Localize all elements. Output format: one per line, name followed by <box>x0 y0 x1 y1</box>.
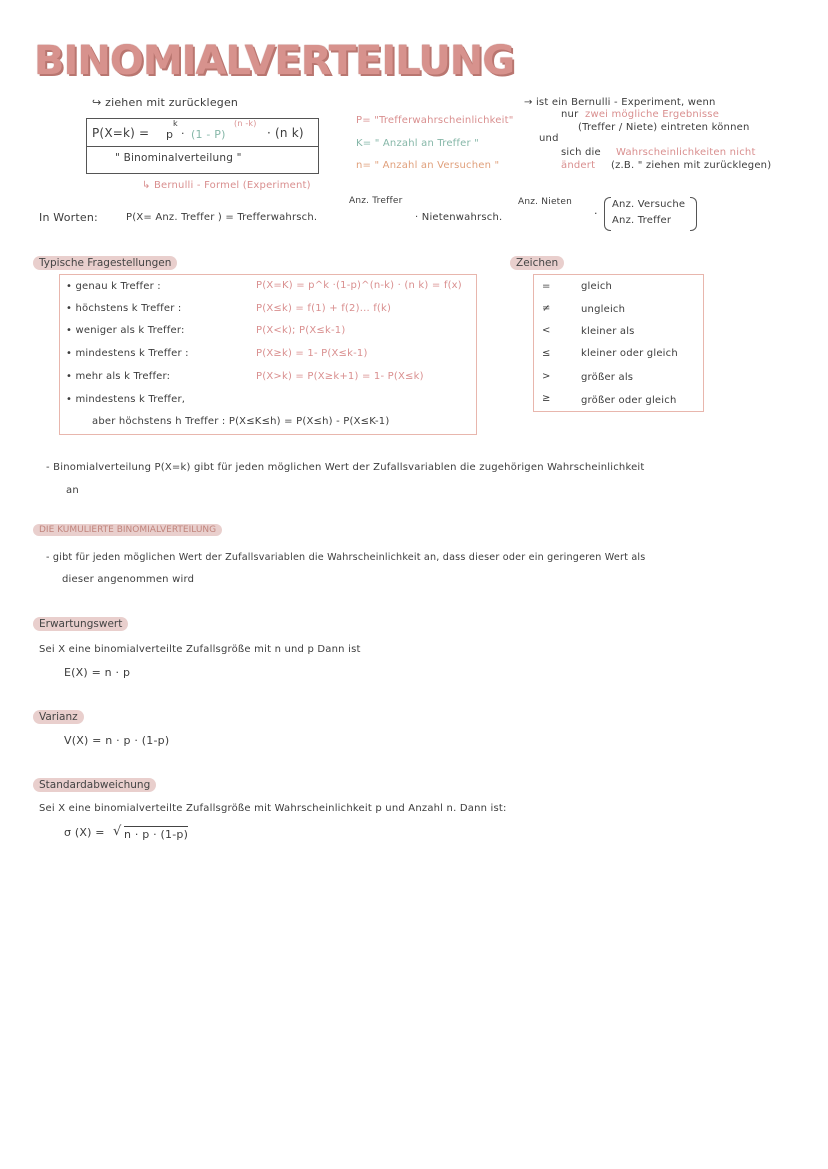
def-p: P= "Trefferwahrscheinlichkeit" <box>356 115 514 126</box>
dot-mult: · <box>594 207 598 220</box>
bernulli-note: ↳ Bernulli - Formel (Experiment) <box>142 180 311 191</box>
zeichen-text-2: ungleich <box>581 304 626 315</box>
right-note-2b: zwei mögliche Ergebnisse <box>585 109 720 120</box>
kumuliert-line2: dieser angenommen wird <box>62 574 195 585</box>
binom-brace-left <box>604 197 611 231</box>
binom-brace-right <box>690 197 697 231</box>
zeichen-sym-3: < <box>542 325 551 336</box>
standard-formula-root: n · p · (1-p) <box>124 828 189 841</box>
erwartung-line1: Sei X eine binomialverteilte Zufallsgröße mit n und p Dann ist <box>39 644 361 655</box>
sqrt-icon: √ <box>113 824 122 839</box>
binom-treffer: Anz. Treffer <box>612 215 672 226</box>
varianz-label: Varianz <box>33 710 84 724</box>
anz-treffer-sup: Anz. Treffer <box>349 196 403 206</box>
formula-box-divider <box>87 146 318 147</box>
standard-label: Standardabweichung <box>33 778 156 792</box>
def-k: K= " Anzahl an Treffer " <box>356 138 479 149</box>
zeichen-sym-1: = <box>542 281 551 292</box>
typische-formula-1: P(X=K) = p^k ·(1-p)^(n-k) · (n k) = f(x) <box>256 280 462 291</box>
zeichen-sym-5: > <box>542 371 551 382</box>
typische-item-4: • mindestens k Treffer : <box>66 348 189 359</box>
typische-item-5: • mehr als k Treffer: <box>66 371 171 382</box>
def-n: n= " Anzahl an Versuchen " <box>356 160 500 171</box>
right-note-2a: nur <box>561 109 579 120</box>
nietenwahr: · Nietenwahrsch. <box>415 212 503 223</box>
binom-note-line1: - Binomialverteilung P(X=k) gibt für jeden möglichen Wert der Zufallsvariablen die zugehörigen Wahrscheinlichkeit <box>46 462 645 473</box>
right-note-5a: sich die <box>561 147 601 158</box>
erwartung-formula: E(X) = n · p <box>64 666 131 679</box>
zeichen-text-4: kleiner oder gleich <box>581 348 678 359</box>
formula-dot: · <box>181 127 185 140</box>
worten-label: In Worten: <box>39 211 98 224</box>
worten-formula: P(X= Anz. Treffer ) = Trefferwahrsch. <box>126 212 318 223</box>
typische-last-line: aber höchstens h Treffer : P(X≤K≤h) = P(X≤h) - P(X≤K-1) <box>92 416 390 427</box>
binom-versuche: Anz. Versuche <box>612 199 686 210</box>
binomial-label: " Binominalverteilung " <box>115 152 242 164</box>
typische-item-6: • mindestens k Treffer, <box>66 394 186 405</box>
right-note-3: (Treffer / Niete) eintreten können <box>578 122 750 133</box>
zeichen-text-3: kleiner als <box>581 326 635 337</box>
zeichen-label: Zeichen <box>510 256 564 270</box>
zeichen-text-5: größer als <box>581 372 634 383</box>
formula-box <box>86 118 319 174</box>
zeichen-sym-6: ≥ <box>542 393 551 404</box>
typische-formula-3: P(X<k); P(X≤k-1) <box>256 325 346 336</box>
typische-item-2: • höchstens k Treffer : <box>66 303 182 314</box>
typische-item-1: • genau k Treffer : <box>66 281 161 292</box>
formula-1p: (1 - P) <box>191 128 226 141</box>
zeichen-text-1: gleich <box>581 281 613 292</box>
zeichen-text-6: größer oder gleich <box>581 395 677 406</box>
right-note-und: und <box>539 133 559 144</box>
anz-nieten-sup: Anz. Nieten <box>518 197 573 207</box>
typische-formula-4: P(X≥k) = 1- P(X≤k-1) <box>256 348 368 359</box>
formula-k-exp: k <box>173 119 178 128</box>
page-title: BINOMIALVERTEILUNG <box>34 38 515 84</box>
formula-binom: · (n k) <box>267 126 304 140</box>
kumuliert-label: DIE KUMULIERTE BINOMIALVERTEILUNG <box>33 524 222 536</box>
erwartung-label: Erwartungswert <box>33 617 128 631</box>
zeichen-box <box>533 274 704 412</box>
zeichen-sym-4: ≤ <box>542 348 551 359</box>
formula-exp: (n -k) <box>234 119 257 128</box>
right-note-5b: Wahrscheinlichkeiten nicht <box>616 147 756 158</box>
typische-label: Typische Fragestellungen <box>33 256 177 270</box>
varianz-formula: V(X) = n · p · (1-p) <box>64 734 170 747</box>
typische-item-3: • weniger als k Treffer: <box>66 325 185 336</box>
right-note-6b: (z.B. " ziehen mit zurücklegen) <box>611 160 772 171</box>
typische-formula-5: P(X>k) = P(X≥k+1) = 1- P(X≤k) <box>256 371 424 382</box>
right-note-6a: ändert <box>561 160 596 171</box>
standard-line1: Sei X eine binomialverteilte Zufallsgröße mit Wahrscheinlichkeit p und Anzahl n. Dann ist: <box>39 803 507 814</box>
formula-p: p <box>166 128 174 141</box>
right-note-1: → ist ein Bernulli - Experiment, wenn <box>524 97 716 108</box>
zeichen-sym-2: ≠ <box>542 303 551 314</box>
typische-formula-2: P(X≤k) = f(1) + f(2)... f(k) <box>256 303 392 314</box>
binom-note-line2: an <box>66 485 79 496</box>
formula-lhs: P(X=k) = <box>92 126 150 140</box>
kumuliert-line1: - gibt für jeden möglichen Wert der Zufallsvariablen die Wahrscheinlichkeit an, dass dieser oder ein geringeren Wert als <box>46 552 646 563</box>
ziehen-note: ↪ ziehen mit zurücklegen <box>92 96 239 109</box>
standard-formula-lhs: σ (X) = <box>64 826 105 839</box>
